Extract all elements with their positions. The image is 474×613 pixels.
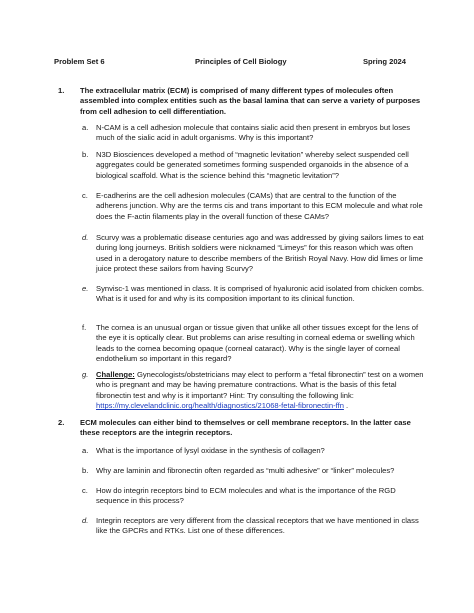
item-text: Why are laminin and fibronectin often regarded as “multi adhesive” or “linker” molecules? (96, 466, 395, 475)
item-label: d. (82, 233, 89, 242)
item-label: f. (82, 323, 87, 332)
item-label: d. (82, 516, 89, 525)
item-text: What is the importance of lysyl oxidase in the synthesis of collagen? (96, 446, 325, 455)
item-label: a. (82, 446, 89, 455)
course-title: Principles of Cell Biology (195, 57, 287, 66)
question-1f (82, 323, 428, 365)
question-1 (58, 86, 428, 117)
question-1b (82, 150, 428, 181)
question-2d (82, 516, 428, 537)
question-2c (82, 486, 428, 507)
question-1a (82, 123, 428, 144)
challenge-label: Challenge: (96, 370, 135, 379)
item-label: c. (82, 191, 88, 200)
item-label: e. (82, 284, 89, 293)
item-label: b. (82, 466, 89, 475)
question-1-number: 1. (58, 86, 65, 95)
item-text: Scurvy was a problematic disease centuries ago and was addressed by giving sailors limes to eat during long journeys. British soldiers were nicknamed “Limeys” for this reason which was often used in a derogatory nature to describe members of the British Royal Navy. How did limes or lime juice protect these sailors from having Scurvy? (96, 233, 424, 274)
item-text (96, 370, 428, 412)
course-label: Problem Set 6 (54, 57, 105, 66)
item-text: How do integrin receptors bind to ECM molecules and what is the importance of the RGD sequence in this process? (96, 486, 396, 506)
item-text: N3D Biosciences developed a method of “magnetic levitation” whereby select suspended cell aggregates could be generated sometimes forming suspended organoids in the absence of a biological scaffold. What is the science behind this “magnetic levitation”? (96, 150, 409, 180)
question-1c (82, 191, 428, 222)
question-1d (82, 233, 428, 275)
item-text: N-CAM is a cell adhesion molecule that contains sialic acid then present in embryos but loses much of the sialic acid in adult organisms. Why is this important? (96, 123, 411, 143)
question-2b (82, 466, 428, 476)
question-2-number: 2. (58, 418, 65, 427)
question-2a (82, 446, 428, 456)
item-label: b. (82, 150, 89, 159)
item-text: Integrin receptors are very different from the classical receptors that we have mentioned in class like the GPCRs and RTKs. List one of these differences. (96, 516, 419, 536)
fetal-fibronectin-link[interactable]: https://my.clevelandclinic.org/health/diagnostics/21068-fetal-fibronectin-ffn (96, 401, 344, 411)
item-text: E-cadherins are the cell adhesion molecules (CAMs) that are central to the function of the adherens junction. Why are the terms cis and trans important to this ECM molecule and what role does the F-actin filaments play in the overall function of these CAMs? (96, 191, 423, 221)
question-2-text: ECM molecules can either bind to themselves or cell membrane receptors. In the latter case these receptors are the integrin receptors. (80, 418, 411, 438)
question-1-text: The extracellular matrix (ECM) is comprised of many different types of molecules often assembled into complex entities such as the basal lamina that can serve a variety of purposes from cell adhesion to cell differentiation. (80, 86, 421, 116)
challenge-text: Gynecologists/obstetricians may elect to perform a “fetal fibronectin” test on a women who is pregnant and may be having premature contractions. What is the basis of this fetal fibronectin test and why is it important? Hint: Try consulting the following link: (96, 370, 424, 400)
item-label: c. (82, 486, 88, 495)
question-2 (58, 418, 428, 439)
term-label: Spring 2024 (362, 57, 406, 66)
item-text: Synvisc-1 was mentioned in class. It is comprised of hyaluronic acid isolated from chicken combs. What is it used for and why is its composition important to its clinical function. (96, 284, 424, 304)
item-label: a. (82, 123, 89, 132)
link-trailing: . (343, 401, 349, 411)
question-1e (82, 284, 428, 305)
question-1g (82, 370, 428, 412)
item-label: g. (82, 370, 89, 379)
item-text: The cornea is an unusual organ or tissue given that unlike all other tissues except for the lens of the eye it is optically clear. But problems can arise resulting in corneal edema or swelling which leads to the cornea becoming opaque (corneal cataract). Why is the single layer of corneal endothelium so important in this regard? (96, 323, 419, 364)
